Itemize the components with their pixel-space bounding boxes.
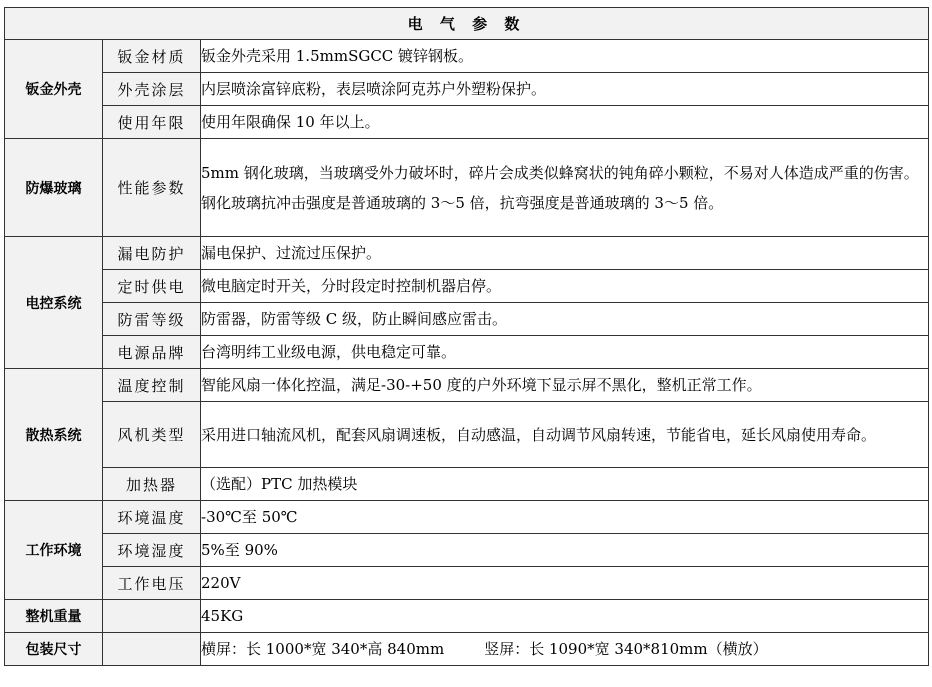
row-label: 温度控制 bbox=[103, 369, 201, 402]
row-label: 钣金材质 bbox=[103, 40, 201, 73]
row-value: 220V bbox=[201, 567, 929, 600]
category-cooling: 散热系统 bbox=[5, 369, 103, 501]
table-row bbox=[5, 534, 929, 567]
row-value: 采用进口轴流风机，配套风扇调速板，自动感温，自动调节风扇转速，节能省电，延长风扇使用寿命。 bbox=[201, 402, 929, 468]
row-label: 环境温度 bbox=[103, 501, 201, 534]
row-value: 漏电保护、过流过压保护。 bbox=[201, 237, 929, 270]
table-row bbox=[5, 106, 929, 139]
row-value: 智能风扇一体化控温，满足-30-+50 度的户外环境下显示屏不黑化，整机正常工作。 bbox=[201, 369, 929, 402]
table-row bbox=[5, 402, 929, 468]
category-environment: 工作环境 bbox=[5, 501, 103, 600]
category-sheet-metal: 钣金外壳 bbox=[5, 40, 103, 139]
row-value: 5%至 90% bbox=[201, 534, 929, 567]
row-value: 钣金外壳采用 1.5mmSGCC 镀锌钢板。 bbox=[201, 40, 929, 73]
table-row bbox=[5, 468, 929, 501]
package-size-value bbox=[201, 633, 929, 666]
table-row bbox=[5, 40, 929, 73]
table-row bbox=[5, 73, 929, 106]
package-landscape: 横屏：长 1000*宽 340*高 840mm bbox=[201, 640, 445, 658]
row-label: 加热器 bbox=[103, 468, 201, 501]
table-row bbox=[5, 633, 929, 666]
category-weight: 整机重量 bbox=[5, 600, 103, 633]
table-row bbox=[5, 237, 929, 270]
table-row bbox=[5, 600, 929, 633]
table-row bbox=[5, 303, 929, 336]
empty-cell bbox=[103, 633, 201, 666]
table-title: 电 气 参 数 bbox=[5, 8, 929, 40]
row-value: 5mm 钢化玻璃，当玻璃受外力破坏时，碎片会成类似蜂窝状的钝角碎小颗粒，不易对人体造成严重的伤害。钢化玻璃抗冲击强度是普通玻璃的 3～5 倍，抗弯强度是普通玻璃的 3～5 倍。 bbox=[201, 139, 929, 237]
category-glass: 防爆玻璃 bbox=[5, 139, 103, 237]
row-label: 漏电防护 bbox=[103, 237, 201, 270]
row-value: 内层喷涂富锌底粉，表层喷涂阿克苏户外塑粉保护。 bbox=[201, 73, 929, 106]
row-value: （选配）PTC 加热模块 bbox=[201, 468, 929, 501]
row-label: 环境湿度 bbox=[103, 534, 201, 567]
table-row bbox=[5, 270, 929, 303]
table-row bbox=[5, 501, 929, 534]
row-value: -30℃至 50℃ bbox=[201, 501, 929, 534]
row-value: 45KG bbox=[201, 600, 929, 633]
row-label: 风机类型 bbox=[103, 402, 201, 468]
row-label: 外壳涂层 bbox=[103, 73, 201, 106]
row-value: 台湾明纬工业级电源，供电稳定可靠。 bbox=[201, 336, 929, 369]
category-package: 包装尺寸 bbox=[5, 633, 103, 666]
row-label: 性能参数 bbox=[103, 139, 201, 237]
table-row bbox=[5, 336, 929, 369]
row-label: 定时供电 bbox=[103, 270, 201, 303]
electrical-parameters-table bbox=[4, 7, 929, 666]
package-portrait: 竖屏：长 1090*宽 340*810mm（横放） bbox=[484, 640, 768, 658]
category-control: 电控系统 bbox=[5, 237, 103, 369]
row-label: 工作电压 bbox=[103, 567, 201, 600]
row-label: 电源品牌 bbox=[103, 336, 201, 369]
row-value: 使用年限确保 10 年以上。 bbox=[201, 106, 929, 139]
row-value: 微电脑定时开关，分时段定时控制机器启停。 bbox=[201, 270, 929, 303]
table-row bbox=[5, 567, 929, 600]
empty-cell bbox=[103, 600, 201, 633]
row-value: 防雷器，防雷等级 C 级，防止瞬间感应雷击。 bbox=[201, 303, 929, 336]
table-row bbox=[5, 139, 929, 237]
table-row bbox=[5, 369, 929, 402]
row-label: 防雷等级 bbox=[103, 303, 201, 336]
row-label: 使用年限 bbox=[103, 106, 201, 139]
